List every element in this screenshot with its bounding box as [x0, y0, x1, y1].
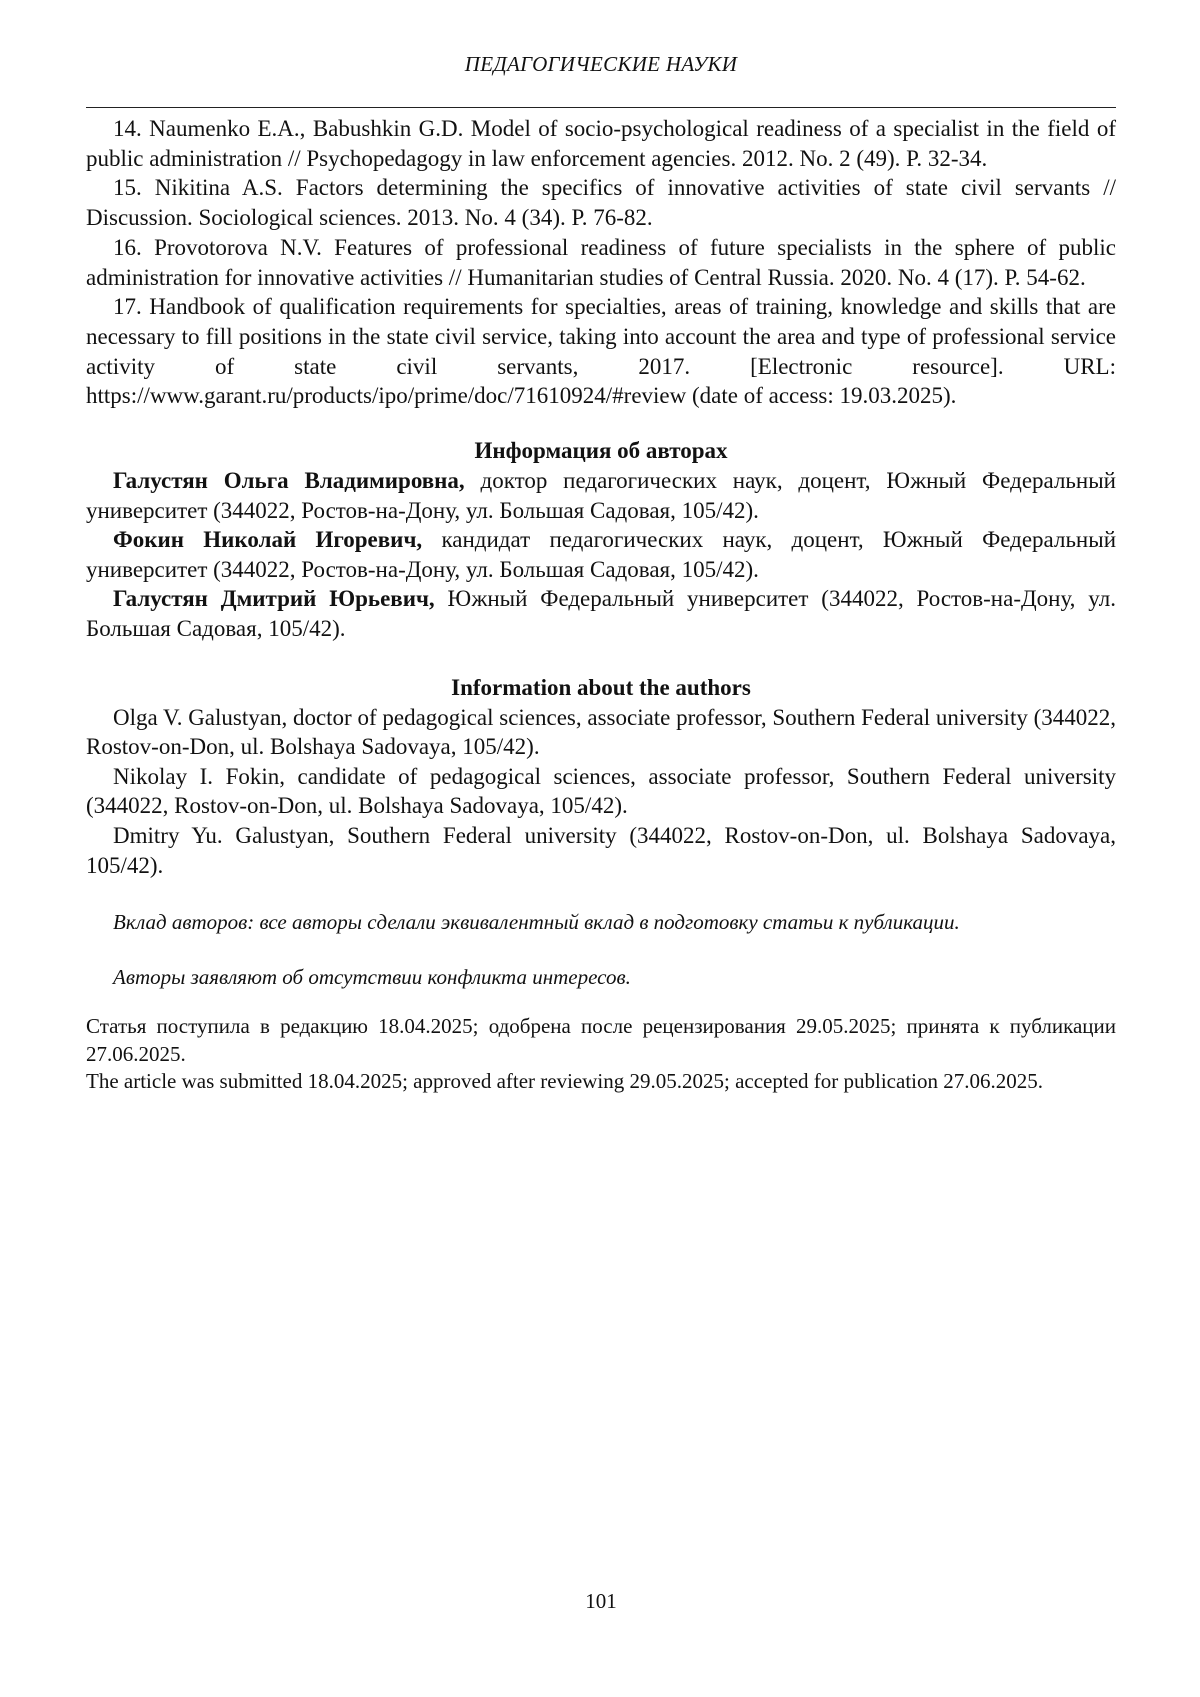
journal-page — [86, 0, 1116, 1697]
authors-info-en-title: Information about the authors — [451, 674, 751, 700]
author-ru-name: Галустян Дмитрий Юрьевич, — [113, 586, 435, 612]
contribution-note: Вклад авторов: все авторы сделали эквивалентный вклад в подготовку статьи к публикации. — [113, 910, 960, 935]
reference-item-16: 16. Provotorova N.V. Features of professional readiness of future specialists in the sphere of public administration for innovative activities // Humanitarian studies of Central Russia. 2020. No. 4 (17). P. 54-62. — [86, 234, 1116, 290]
author-en-item: Dmitry Yu. Galustyan, Southern Federal university (344022, Rostov-on-Don, ul. Bolshaya Sadovaya, 105/42). — [86, 822, 1116, 878]
author-ru-details: Южный Федеральный университет (344022, Ростов-на-Дону, ул. Большая Садовая, 105/42). — [86, 586, 1116, 641]
reference-list — [86, 114, 1116, 411]
author-en-item: Olga V. Galustyan, doctor of pedagogical sciences, associate professor, Southern Federal university (344022, Rostov-on-Don, ul. Bolshaya Sadovaya, 105/42). — [86, 704, 1116, 760]
author-ru-item — [86, 525, 1116, 584]
author-ru-item — [86, 466, 1116, 525]
author-ru-details: кандидат педагогических наук, доцент, Южный Федеральный университет (344022, Ростов-на-Дону, ул. Большая Садовая, 105/42). — [86, 527, 1117, 582]
author-ru-name: Галустян Ольга Владимировна, — [113, 468, 465, 494]
authors-info-ru — [86, 436, 1116, 644]
author-en-item: Nikolay I. Fokin, candidate of pedagogical sciences, associate professor, Southern Federal university (344022, Rostov-on-Don, ul. Bolshaya Sadovaya, 105/42). — [86, 763, 1116, 819]
header-rule — [86, 107, 1116, 108]
dates-en: The article was submitted 18.04.2025; approved after reviewing 29.05.2025; accepted for publication 27.06.2025. — [86, 1069, 1043, 1094]
authors-info-en — [86, 673, 1116, 881]
running-head: ПЕДАГОГИЧЕСКИЕ НАУКИ — [464, 52, 738, 76]
page-content — [86, 114, 1116, 1096]
author-ru-name: Фокин Николай Игоревич, — [113, 527, 423, 553]
reference-item-17: 17. Handbook of qualification requirements for specialties, areas of training, knowledge and skills that are necessary to fill positions in the state civil service, taking into account the area and type of professional service activity of state civil servants, 2017. [Electronic resource]. URL: https://www.garant.ru/products/ipo/prime/doc/71610924/#review (date of access: 19.03.2025). — [86, 294, 1116, 409]
conflict-note: Авторы заявляют об отсутствии конфликта интересов. — [113, 965, 631, 990]
page-number: 101 — [585, 1589, 617, 1613]
article-dates — [86, 1013, 1116, 1096]
author-ru-details: доктор педагогических наук, доцент, Южный Федеральный университет (344022, Ростов-на-Дону, ул. Большая Садовая, 105/42). — [86, 468, 1116, 523]
author-ru-item — [86, 584, 1116, 643]
reference-item-14: 14. Naumenko E.A., Babushkin G.D. Model of socio-psychological readiness of a specialist in the field of public administration // Psychopedagogy in law enforcement agencies. 2012. No. 2 (49). P. 32-34. — [86, 116, 1116, 171]
authors-info-ru-title: Информация об авторах — [474, 438, 728, 464]
reference-item-15: 15. Nikitina A.S. Factors determining the specifics of innovative activities of state civil servants // Discussion. Sociological sciences. 2013. No. 4 (34). P. 76-82. — [86, 175, 1116, 231]
dates-ru: Статья поступила в редакцию 18.04.2025; одобрена после рецензирования 29.05.2025; принята к публикации 27.06.2025. — [86, 1014, 1116, 1066]
